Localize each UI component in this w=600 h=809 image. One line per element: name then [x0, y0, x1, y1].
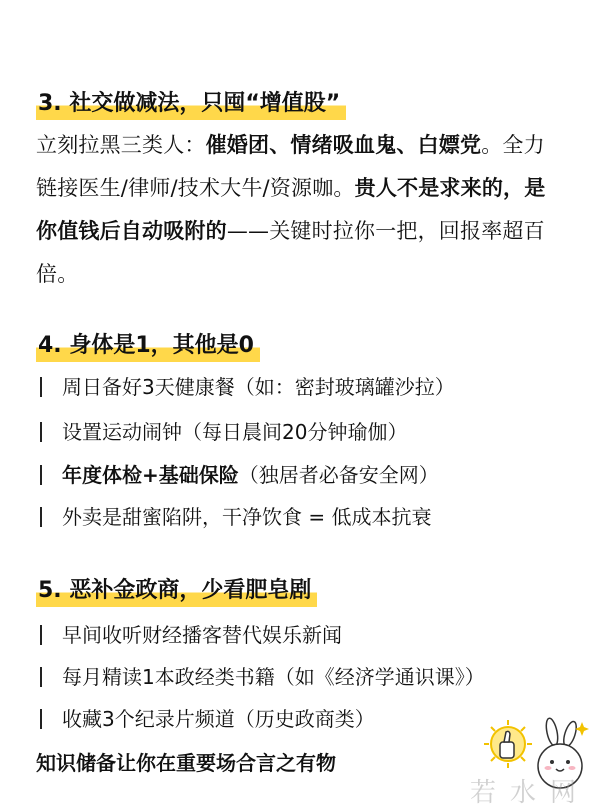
- section-4-heading: 4. 身体是1，其他是0: [36, 330, 260, 362]
- bullet-bar-icon: [40, 625, 42, 645]
- bullet-bar-icon: [40, 465, 42, 485]
- list-item: [40, 372, 580, 402]
- bullet-bar-icon: [40, 377, 42, 397]
- item-text: 外卖是甜蜜陷阱，干净饮食 = 低成本抗衰: [62, 505, 432, 529]
- bullet-bar-icon: [40, 709, 42, 729]
- list-item: [40, 460, 580, 490]
- item-text: （独居者必备安全网）: [238, 463, 439, 487]
- closing-statement: 知识储备让你在重要场合言之有物: [36, 751, 336, 775]
- item-text: 设置运动闹钟（每日晨间20分钟瑜伽）: [62, 420, 408, 444]
- section-3-paragraph: [36, 124, 566, 296]
- item-text: 每月精读1本政经类书籍（如《经济学通识课》）: [62, 665, 485, 689]
- section-5-heading: 5. 恶补金政商，少看肥皂剧: [36, 575, 317, 607]
- para-text: 。全力链接医生/律师/技术大牛/资源咖。: [36, 133, 545, 200]
- list-item: [40, 417, 580, 447]
- para-emphasis: 催婚团、情绪吸血鬼、白嫖党: [205, 133, 482, 157]
- item-text: 收藏3个纪录片频道（历史政商类）: [62, 707, 375, 731]
- watermark: 若水网: [470, 778, 591, 808]
- item-emphasis: 年度体检+基础保险: [62, 463, 239, 487]
- section-3-heading: 3. 社交做减法，只囤“增值股”: [36, 88, 346, 120]
- bullet-bar-icon: [40, 667, 42, 687]
- para-text: ——关键时拉你一把，回报率超百倍。: [36, 219, 545, 286]
- list-item: [40, 662, 580, 692]
- item-text: 早间收听财经播客替代娱乐新闻: [62, 623, 342, 647]
- para-text: 立刻拉黑三类人：: [36, 133, 206, 157]
- para-emphasis: 贵人不是求来的，是你值钱后自动吸附的: [36, 176, 546, 243]
- list-item: [40, 620, 580, 650]
- bullet-bar-icon: [40, 422, 42, 442]
- sparkle-icon: [575, 722, 589, 736]
- bullet-bar-icon: [40, 507, 42, 527]
- item-text: 周日备好3天健康餐（如：密封玻璃罐沙拉）: [62, 375, 455, 399]
- list-item: [40, 502, 580, 532]
